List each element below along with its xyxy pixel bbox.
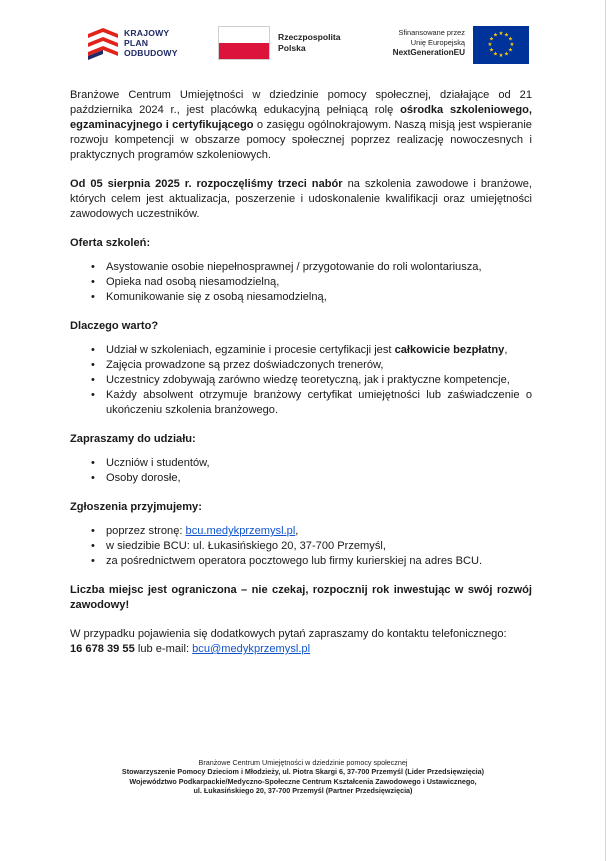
list-item: • Uczniów i studentów, — [106, 456, 532, 471]
why-list — [70, 343, 532, 418]
rp-logo — [218, 26, 358, 66]
invite-heading: Zapraszamy do udziału: — [70, 433, 196, 445]
list-item: • za pośrednictwem operatora pocztowego lub firmy kurierskiej na adres BCU. — [106, 554, 532, 569]
svg-text:★: ★ — [508, 36, 513, 43]
list-item: • Asystowanie osobie niepełnosprawnej / przygotowanie do roli wolontariusza, — [106, 260, 532, 275]
email-link[interactable]: bcu@medykprzemysl.pl — [192, 643, 311, 655]
kpo-logo-text: KRAJOWY PLAN ODBUDOWY — [124, 28, 178, 58]
kpo-logo — [86, 26, 196, 66]
svg-text:★: ★ — [489, 47, 494, 54]
list-item: • Komunikowanie się z osobą niesamodzielną, — [106, 290, 532, 305]
eu-logo — [369, 26, 529, 66]
svg-text:★: ★ — [487, 42, 493, 48]
header-logos — [86, 22, 526, 68]
why-heading: Dlaczego warto? — [70, 320, 159, 332]
applications-heading: Zgłoszenia przyjmujemy: — [70, 501, 202, 513]
svg-text:★: ★ — [504, 51, 509, 58]
svg-text:★: ★ — [493, 32, 498, 39]
list-item: • Każdy absolwent otrzymuje branżowy certyfikat umiejętności lub zaświadczenie o ukończeniu szkolenia branżowego. — [106, 388, 532, 418]
svg-text:★: ★ — [504, 32, 509, 39]
list-item: • Zajęcia prowadzone są przez doświadczonych trenerów, — [106, 358, 532, 373]
svg-text:★: ★ — [498, 31, 504, 37]
list-item: • poprzez stronę: bcu.medykprzemysl.pl, — [106, 524, 532, 539]
list-item: • Udział w szkoleniach, egzaminie i procesie certyfikacji jest całkowicie bezpłatny, — [106, 343, 532, 358]
svg-text:★: ★ — [489, 36, 494, 43]
call-to-action: Liczba miejsc jest ograniczona – nie czekaj, rozpocznij rok inwestując w swój rozwój zawodowy! — [70, 584, 532, 611]
contact-paragraph: W przypadku pojawienia się dodatkowych pytań zapraszamy do kontaktu telefonicznego: 16 678 39 55 lub e-mail: bcu@medykprzemysl.pl — [70, 628, 507, 655]
list-item: • w siedzibie BCU: ul. Łukasińskiego 20, 37-700 Przemyśl, — [106, 539, 532, 554]
rp-logo-text: Rzeczpospolita Polska — [278, 32, 341, 53]
offer-list — [70, 260, 532, 305]
svg-text:★: ★ — [508, 47, 513, 54]
svg-text:★: ★ — [493, 51, 498, 58]
phone-number: 16 678 39 55 — [70, 643, 135, 655]
list-item: • Opieka nad osobą niesamodzielną, — [106, 275, 532, 290]
offer-heading: Oferta szkoleń: — [70, 237, 151, 249]
polish-flag-icon — [218, 26, 270, 60]
applications-list — [70, 524, 532, 569]
recruitment-paragraph: Od 05 sierpnia 2025 r. rozpoczęliśmy trzeci nabór na szkolenia zawodowe i branżowe, których celem jest aktualizacja, poszerzenie i udoskonalenie kwalifikacji oraz umiejętności zawodowych uczestników. — [70, 178, 533, 220]
intro-paragraph: Branżowe Centrum Umiejętności w dziedzinie pomocy społecznej, działające od 21 października 2024 r., jest placówką edukacyjną pełniącą rolę ośrodka szkoleniowego, egzaminacyjnego i certyfikującego o zasięgu ogólnokrajowym. Naszą misją jest wspieranie rozwoju kompetencji w obszarze pomocy społecznej poprzez realizację nowoczesnych i praktycznych programów szkoleniowych. — [70, 89, 533, 161]
list-item: • Uczestnicy zdobywają zarówno wiedzę teoretyczną, jak i praktyczne kompetencje, — [106, 373, 532, 388]
svg-text:★: ★ — [509, 42, 515, 48]
list-item: • Osoby dorosłe, — [106, 471, 532, 486]
invite-list — [70, 456, 532, 486]
eu-flag-icon — [473, 26, 529, 64]
page-footer: Branżowe Centrum Umiejętności w dziedzinie pomocy społecznej Stowarzyszenie Pomocy Dzieciom i Młodzieży, ul. Piotra Skargi 6, 37-700 Przemyśl (Lider Przedsięwzięcia) Województwo Podkarpackie/Medyczno-Społeczne Centrum Kształcenia Zawodowego i Ustawicznego, ul. Łukasińskiego 20, 37-700 Przemyśl (Partner Przedsięwzięcia) — [121, 758, 485, 795]
eu-logo-text: Sfinansowane przez Unię Europejską NextGenerationEU — [392, 28, 465, 57]
document-body — [70, 88, 532, 657]
svg-text:★: ★ — [498, 53, 504, 59]
website-link[interactable]: bcu.medykprzemysl.pl — [185, 525, 296, 537]
kpo-logo-mark-icon — [86, 26, 120, 62]
